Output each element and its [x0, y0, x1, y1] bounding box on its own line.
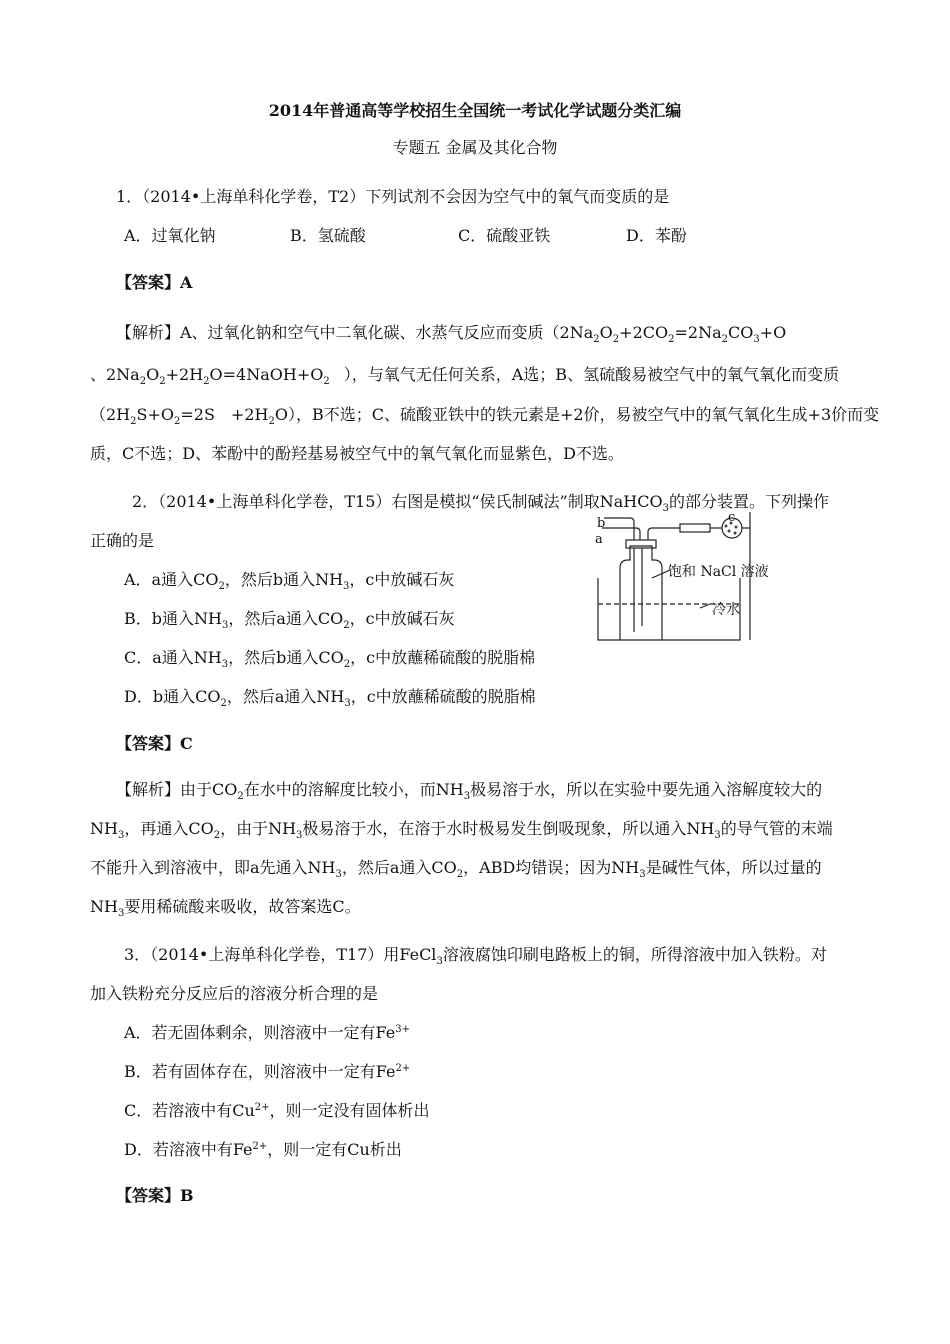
q2-answer: 【答案】C	[116, 734, 193, 753]
figure-label-b: b	[597, 516, 606, 531]
q3-stem-line2: 加入铁粉充分反应后的溶液分析合理的是	[90, 984, 379, 1003]
flask	[620, 546, 662, 640]
q1-explanation-line1: 【解析】A、过氧化钠和空气中二氧化碳、水蒸气反应而变质（$2Na_2O_2+2CO_2=2Na_2CO_3+O$	[116, 323, 787, 345]
page-title: 2014年普通高等学校招生全国统一考试化学试题分类汇编	[268, 101, 682, 120]
q2-explanation-line3: 不能升入到溶液中，即a先通入$NH_3$，然后a通入$CO_2$，ABD均错误；因为$NH_3$是碱性气体，所以过量的	[90, 858, 822, 880]
q1-option-b: B．氢硫酸	[290, 226, 366, 245]
q1-explanation-line2: 、$2Na_2O_2+2H_2O=4NaOH+O_2$ ），与氧气无任何关系，A选；B、氢硫酸易被空气中的氧气氧化而变质	[90, 365, 840, 387]
q2-explanation-line4: $NH_3$要用稀硫酸来吸收，故答案选C。	[90, 897, 361, 919]
q3-option-d: D．若溶液中有$Fe^{2+}$，则一定有Cu析出	[124, 1140, 402, 1159]
q3-option-a: A．若无固体剩余，则溶液中一定有$Fe^{3+}$	[124, 1023, 411, 1042]
q3-option-c: C．若溶液中有$Cu^{2+}$，则一定没有固体析出	[124, 1101, 430, 1120]
q3-option-b: B．若有固体存在，则溶液中一定有$Fe^{2+}$	[124, 1062, 411, 1081]
q1-explanation-line4: 质，C不选；D、苯酚中的酚羟基易被空气中的氧气氧化而显紫色，D不选。	[90, 444, 624, 463]
q1-option-c: C．硫酸亚铁	[458, 226, 551, 245]
figure-label-a: a	[595, 532, 603, 547]
figure-label-water: 冷水	[712, 602, 740, 618]
figure-label-c: c	[728, 510, 736, 525]
q2-explanation-line1: 【解析】由于$CO_2$在水中的溶解度比较小，而$NH_3$极易溶于水，所以在实验中要先通入溶解度较大的	[116, 780, 823, 802]
q3-answer: 【答案】B	[116, 1186, 194, 1205]
connector	[680, 524, 710, 532]
section-title: 专题五 金属及其化合物	[392, 138, 558, 157]
q1-option-d: D．苯酚	[626, 226, 687, 245]
q2-option-c: C．a通入$NH_3$，然后b通入$CO_2$，c中放蘸稀硫酸的脱脂棉	[124, 648, 536, 670]
q1-explanation-line3: （$2H_2S+O_2=2S$ $+2H_2O$），B不选；C、硫酸亚铁中的铁元素是+2价，易被空气中的氧气氧化生成+3价而变	[90, 405, 880, 427]
tube-b	[604, 518, 634, 540]
figure-label-nacl: 饱和 NaCl 溶液	[668, 564, 769, 580]
q3-stem-line1: 3．（2014•上海单科化学卷，T17）用FeCl$_3$溶液腐蚀印刷电路板上的铜，所得溶液中加入铁粉。对	[124, 945, 827, 967]
q1-answer: 【答案】A	[116, 273, 193, 292]
q2-explanation-line2: $NH_3$，再通入$CO_2$，由于$NH_3$极易溶于水，在溶于水时极易发生倒吸现象，所以通入$NH_3$的导气管的末端	[90, 819, 833, 841]
q1-option-a: A．过氧化钠	[124, 226, 216, 245]
q2-stem-line1: 2．（2014•上海单科化学卷，T15）右图是模拟“侯氏制碱法”制取NaHCO$_3$的部分装置。下列操作	[132, 492, 829, 514]
q2-stem-line2: 正确的是	[90, 531, 155, 550]
q2-option-d: D．b通入$CO_2$，然后a通入$NH_3$，c中放蘸稀硫酸的脱脂棉	[124, 687, 536, 709]
q2-option-a: A．a通入$CO_2$，然后b通入$NH_3$，c中放碱石灰	[124, 570, 455, 592]
q2-option-b: B．b通入$NH_3$，然后a通入$CO_2$，c中放碱石灰	[124, 609, 455, 631]
q1-stem: 1．（2014•上海单科化学卷，T2）下列试剂不会因为空气中的氧气而变质的是	[116, 187, 670, 206]
